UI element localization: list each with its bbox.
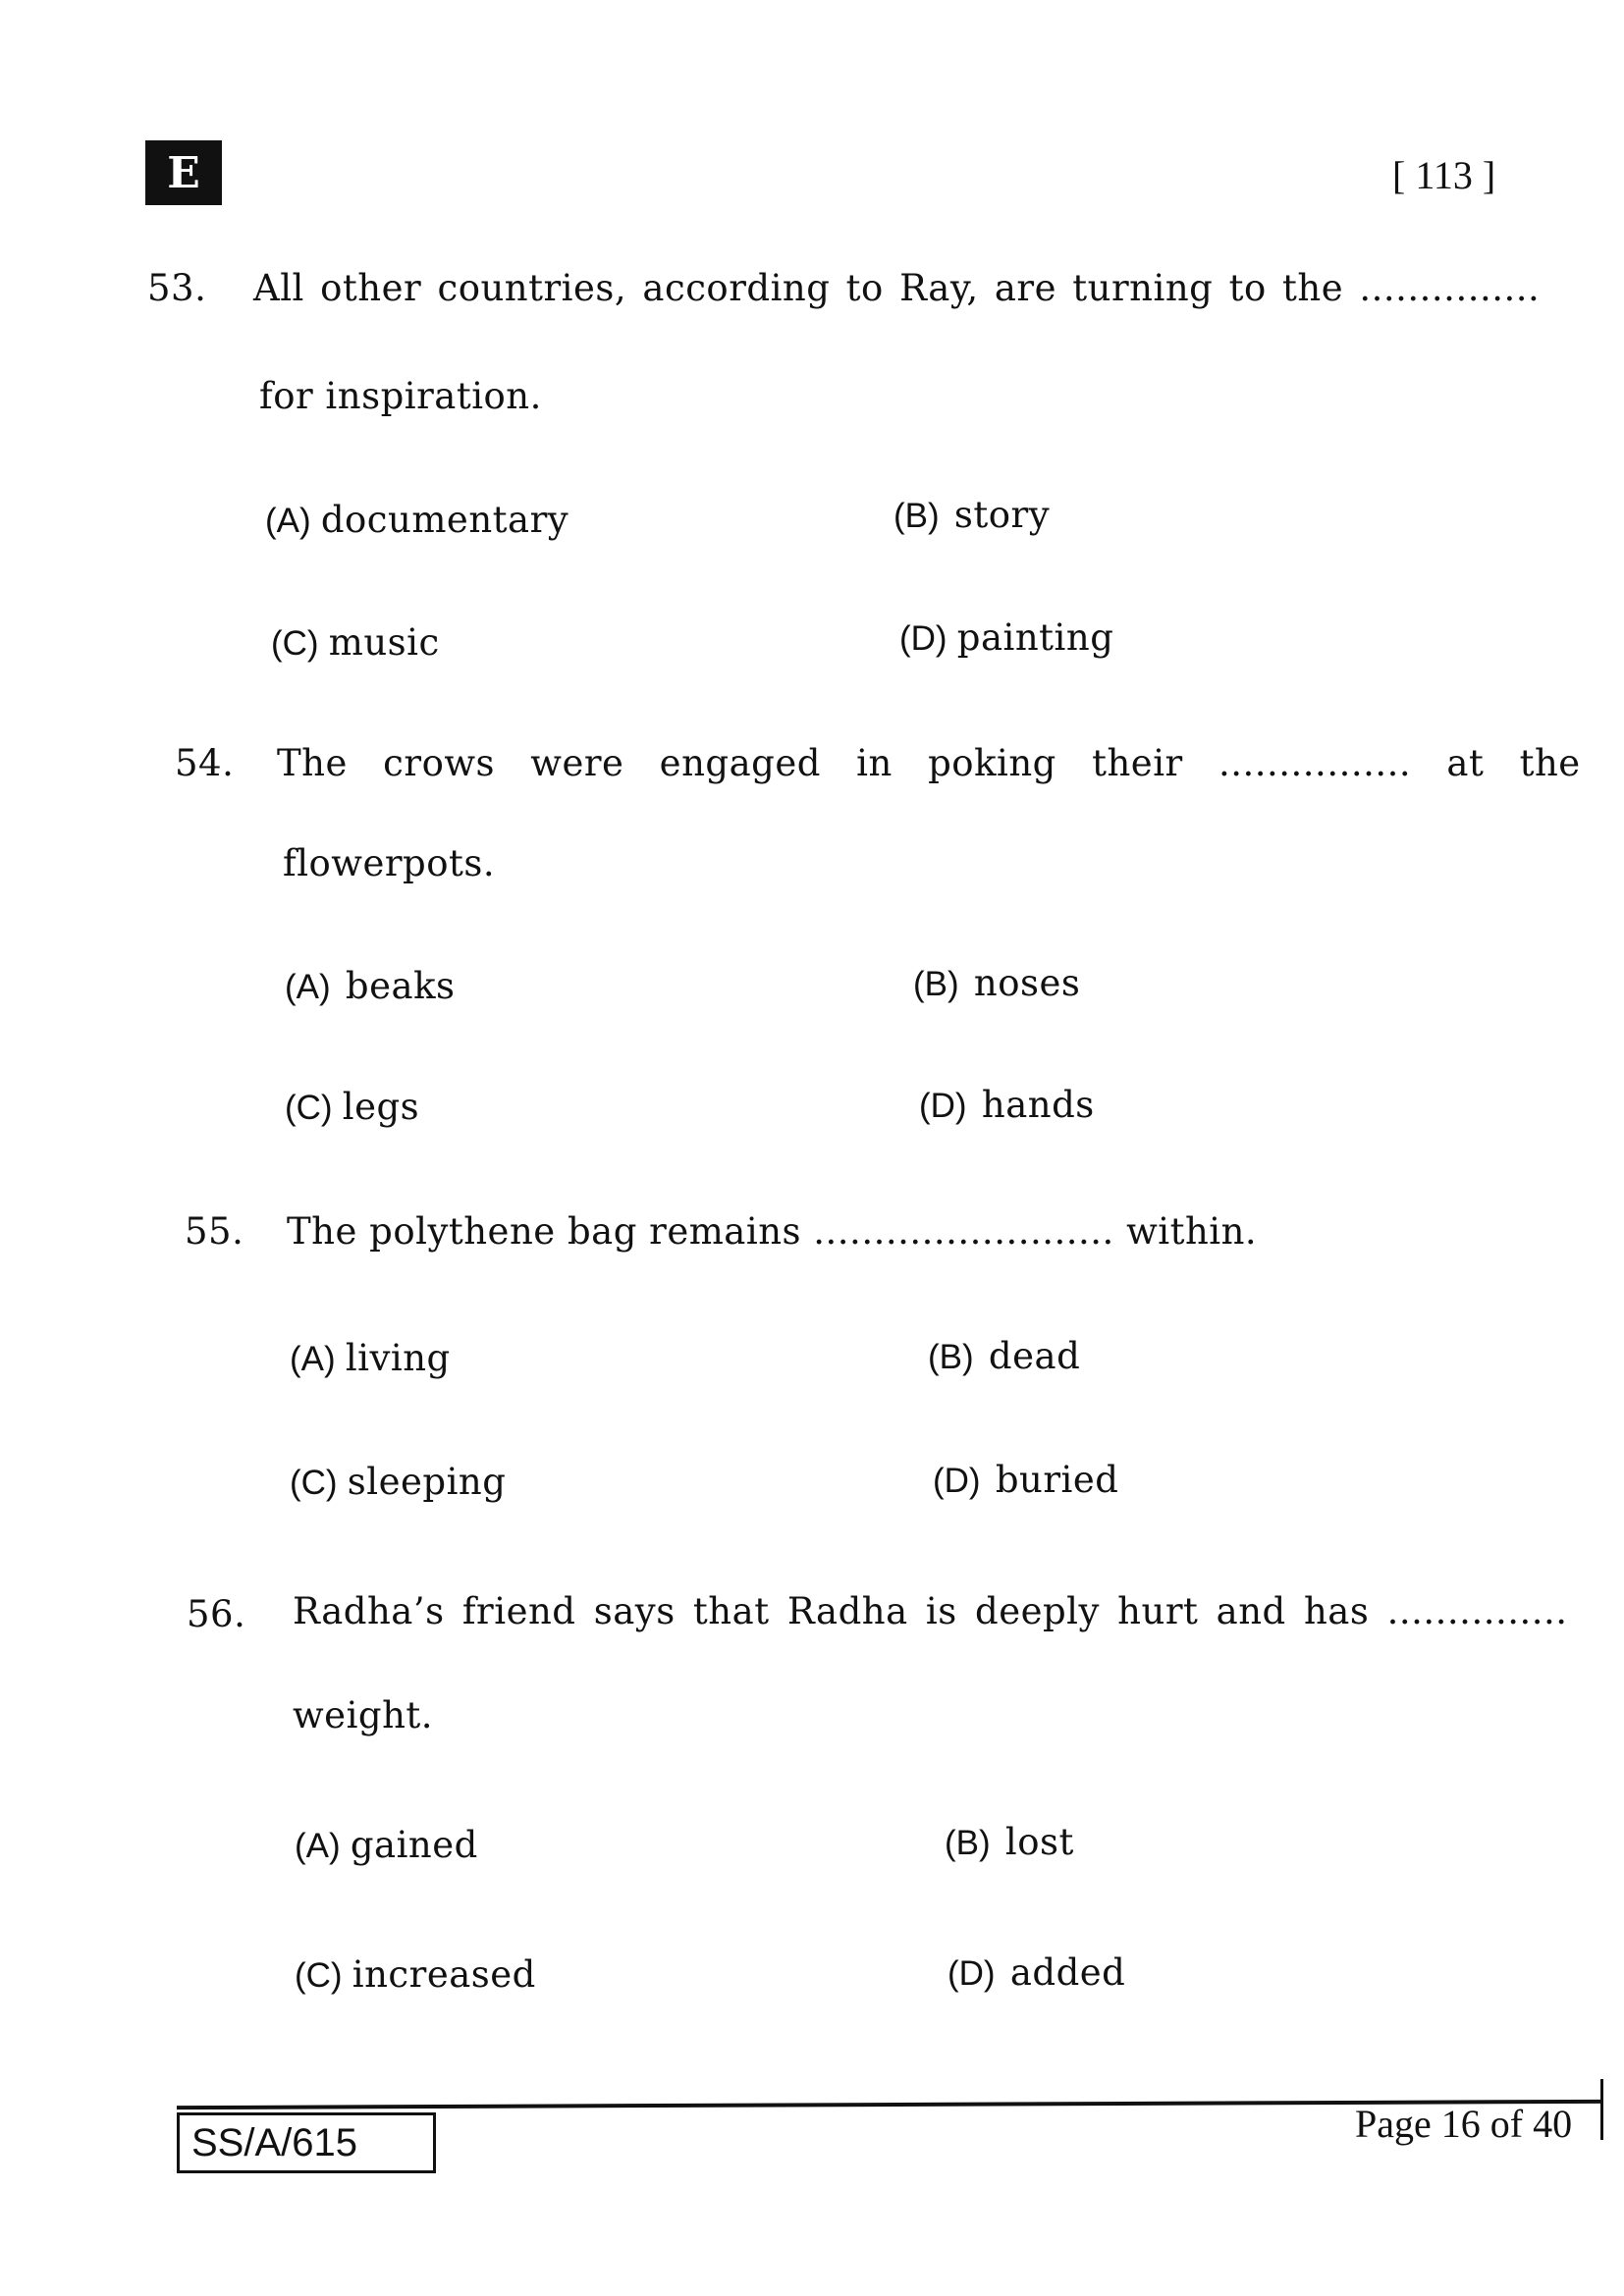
option-text: increased: [352, 1953, 536, 1996]
option-label: (C): [285, 1089, 333, 1127]
page-number: Page 16 of 40: [1355, 2102, 1573, 2146]
option-label: (A): [285, 968, 331, 1006]
option-label: (A): [295, 1827, 341, 1865]
option-text: beaks: [345, 965, 456, 1007]
option-text: documentary: [320, 499, 569, 541]
option-d[interactable]: [933, 1459, 1118, 1501]
option-c[interactable]: [290, 1461, 506, 1503]
question-text-cont: flowerpots.: [283, 842, 496, 884]
option-a[interactable]: [290, 1337, 451, 1379]
option-text: gained: [350, 1824, 478, 1866]
option-label: (B): [928, 1338, 974, 1376]
question-text: The crows were engaged in poking their ................ at the: [277, 742, 1581, 784]
question-number: 56.: [187, 1593, 246, 1635]
option-text: noses: [973, 962, 1081, 1004]
option-text: story: [953, 494, 1051, 536]
option-text: music: [328, 621, 440, 664]
option-text: sleeping: [347, 1461, 507, 1503]
option-label: (D): [947, 1954, 996, 1993]
option-text: painting: [956, 616, 1114, 659]
option-text: dead: [988, 1335, 1081, 1377]
footer-right-bar: [1600, 2079, 1603, 2140]
option-label: (D): [899, 619, 947, 658]
question-number: 55.: [185, 1210, 244, 1253]
option-text: living: [345, 1337, 451, 1379]
set-letter-badge: E: [145, 140, 222, 205]
option-label: (B): [945, 1824, 991, 1862]
question-text-cont: for inspiration.: [259, 375, 542, 417]
option-b[interactable]: [945, 1821, 1074, 1863]
option-c[interactable]: [271, 621, 440, 664]
option-label: (B): [913, 965, 959, 1003]
option-label: (D): [919, 1087, 967, 1125]
option-label: (D): [933, 1462, 981, 1500]
option-text: lost: [1004, 1821, 1074, 1863]
option-b[interactable]: [893, 494, 1050, 536]
question-number: 54.: [175, 742, 235, 784]
option-d[interactable]: [947, 1951, 1125, 1994]
option-d[interactable]: [919, 1084, 1095, 1126]
option-text: legs: [342, 1086, 420, 1128]
option-label: (C): [295, 1956, 343, 1995]
option-text: hands: [981, 1084, 1095, 1126]
option-text: added: [1009, 1951, 1126, 1994]
option-c[interactable]: [295, 1953, 536, 1996]
option-label: (A): [290, 1340, 336, 1378]
question-number: 53.: [147, 267, 207, 309]
option-d[interactable]: [899, 616, 1113, 659]
paper-code-box: SS/A/615: [177, 2112, 436, 2173]
option-b[interactable]: [928, 1335, 1080, 1377]
question-text-cont: weight.: [293, 1694, 434, 1736]
option-text: buried: [995, 1459, 1119, 1501]
option-label: (B): [893, 497, 940, 535]
question-text: The polythene bag remains ......................... within.: [287, 1210, 1258, 1253]
option-label: (C): [290, 1464, 338, 1502]
question-text: All other countries, according to Ray, are turning to the ...............: [253, 267, 1541, 309]
option-label: (A): [265, 502, 311, 540]
option-a[interactable]: [285, 965, 455, 1007]
option-c[interactable]: [285, 1086, 419, 1128]
option-b[interactable]: [913, 962, 1080, 1004]
option-a[interactable]: [265, 499, 568, 541]
page-code: [ 113 ]: [1392, 153, 1496, 197]
question-text: Radha’s friend says that Radha is deeply hurt and has ...............: [293, 1590, 1568, 1632]
option-label: (C): [271, 624, 319, 663]
option-a[interactable]: [295, 1824, 478, 1866]
